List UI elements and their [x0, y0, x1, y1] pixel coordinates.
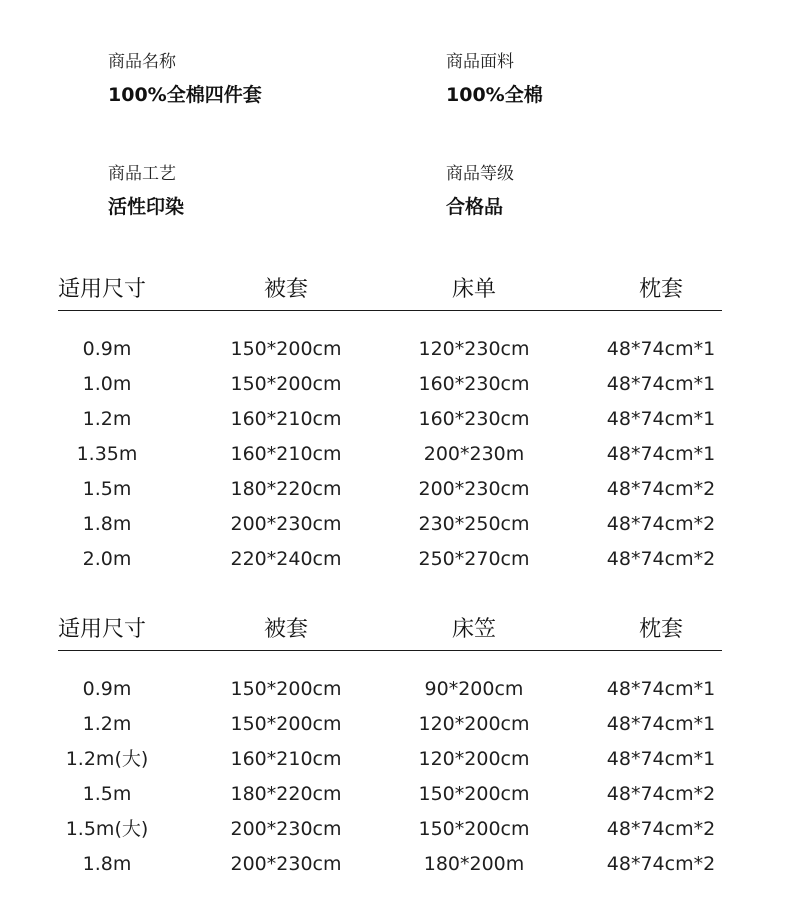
cell-size: 1.35m — [76, 443, 138, 465]
cell-size: 1.5m — [82, 783, 132, 805]
cell-sheet: 250*270cm — [418, 548, 530, 570]
cell-pillow: 48*74cm*1 — [606, 373, 716, 395]
table-body — [58, 337, 722, 582]
header-duvet-cover: 被套 — [263, 277, 309, 302]
header-pillowcase: 枕套 — [638, 617, 684, 642]
cell-size: 1.2m — [82, 713, 132, 735]
header-duvet-cover: 被套 — [263, 617, 309, 642]
table-row — [58, 852, 722, 887]
table-row — [58, 677, 722, 712]
cell-pillow: 48*74cm*2 — [606, 853, 716, 875]
cell-size: 1.8m — [82, 513, 132, 535]
spec-label: 商品工艺 — [108, 164, 176, 184]
cell-pillow: 48*74cm*2 — [606, 548, 716, 570]
table-row — [58, 547, 722, 582]
cell-sheet: 230*250cm — [418, 513, 530, 535]
cell-duvet: 180*220cm — [230, 783, 342, 805]
spec-value: 活性印染 — [108, 196, 185, 218]
cell-size: 1.2m(大) — [65, 748, 149, 770]
spec-label: 商品面料 — [446, 52, 514, 72]
spec-label: 商品名称 — [108, 52, 176, 72]
spec-value: 100%全棉四件套 — [108, 84, 262, 106]
cell-duvet: 150*200cm — [230, 713, 342, 735]
table-body — [58, 677, 722, 887]
cell-size: 1.2m — [82, 408, 132, 430]
table-row — [58, 747, 722, 782]
cell-pillow: 48*74cm*2 — [606, 478, 716, 500]
cell-size: 2.0m — [82, 548, 132, 570]
size-table-fitted — [58, 612, 722, 887]
cell-fitted: 150*200cm — [418, 783, 530, 805]
size-table-sheet — [58, 272, 722, 582]
cell-fitted: 120*200cm — [418, 748, 530, 770]
cell-pillow: 48*74cm*1 — [606, 748, 716, 770]
header-bed-sheet: 床单 — [451, 277, 497, 302]
cell-sheet: 200*230cm — [418, 478, 530, 500]
spec-value: 合格品 — [446, 196, 504, 218]
table-row — [58, 407, 722, 442]
cell-size: 1.5m(大) — [65, 818, 149, 840]
cell-pillow: 48*74cm*2 — [606, 783, 716, 805]
cell-size: 1.0m — [82, 373, 132, 395]
table-header — [58, 272, 722, 311]
table-row — [58, 782, 722, 817]
cell-duvet: 200*230cm — [230, 818, 342, 840]
table-row — [58, 442, 722, 477]
cell-pillow: 48*74cm*2 — [606, 513, 716, 535]
cell-fitted: 150*200cm — [418, 818, 530, 840]
cell-pillow: 48*74cm*1 — [606, 338, 716, 360]
cell-sheet: 160*230cm — [418, 408, 530, 430]
cell-duvet: 150*200cm — [230, 678, 342, 700]
cell-duvet: 150*200cm — [230, 373, 342, 395]
cell-sheet: 200*230m — [423, 443, 525, 465]
table-row — [58, 477, 722, 512]
header-size: 适用尺寸 — [58, 277, 147, 302]
cell-pillow: 48*74cm*1 — [606, 713, 716, 735]
spec-product-name — [108, 52, 262, 107]
cell-fitted: 120*200cm — [418, 713, 530, 735]
spec-label: 商品等级 — [446, 164, 514, 184]
header-pillowcase: 枕套 — [638, 277, 684, 302]
cell-sheet: 160*230cm — [418, 373, 530, 395]
table-row — [58, 337, 722, 372]
table-row — [58, 817, 722, 852]
cell-size: 0.9m — [82, 338, 132, 360]
header-size: 适用尺寸 — [58, 617, 147, 642]
cell-fitted: 90*200cm — [424, 678, 524, 700]
cell-size: 1.5m — [82, 478, 132, 500]
cell-pillow: 48*74cm*2 — [606, 818, 716, 840]
cell-duvet: 150*200cm — [230, 338, 342, 360]
table-header — [58, 612, 722, 651]
cell-duvet: 160*210cm — [230, 408, 342, 430]
cell-pillow: 48*74cm*1 — [606, 408, 716, 430]
cell-duvet: 220*240cm — [230, 548, 342, 570]
cell-duvet: 160*210cm — [230, 748, 342, 770]
cell-duvet: 180*220cm — [230, 478, 342, 500]
cell-sheet: 120*230cm — [418, 338, 530, 360]
table-row — [58, 512, 722, 547]
cell-duvet: 200*230cm — [230, 853, 342, 875]
spec-grade — [446, 164, 514, 219]
spec-fabric — [446, 52, 543, 107]
spec-value: 100%全棉 — [446, 84, 543, 106]
spec-craft — [108, 164, 184, 219]
cell-size: 1.8m — [82, 853, 132, 875]
cell-pillow: 48*74cm*1 — [606, 678, 716, 700]
cell-duvet: 160*210cm — [230, 443, 342, 465]
cell-size: 0.9m — [82, 678, 132, 700]
cell-pillow: 48*74cm*1 — [606, 443, 716, 465]
header-fitted-sheet: 床笠 — [451, 617, 497, 642]
table-row — [58, 372, 722, 407]
table-row — [58, 712, 722, 747]
cell-fitted: 180*200m — [423, 853, 525, 875]
cell-duvet: 200*230cm — [230, 513, 342, 535]
